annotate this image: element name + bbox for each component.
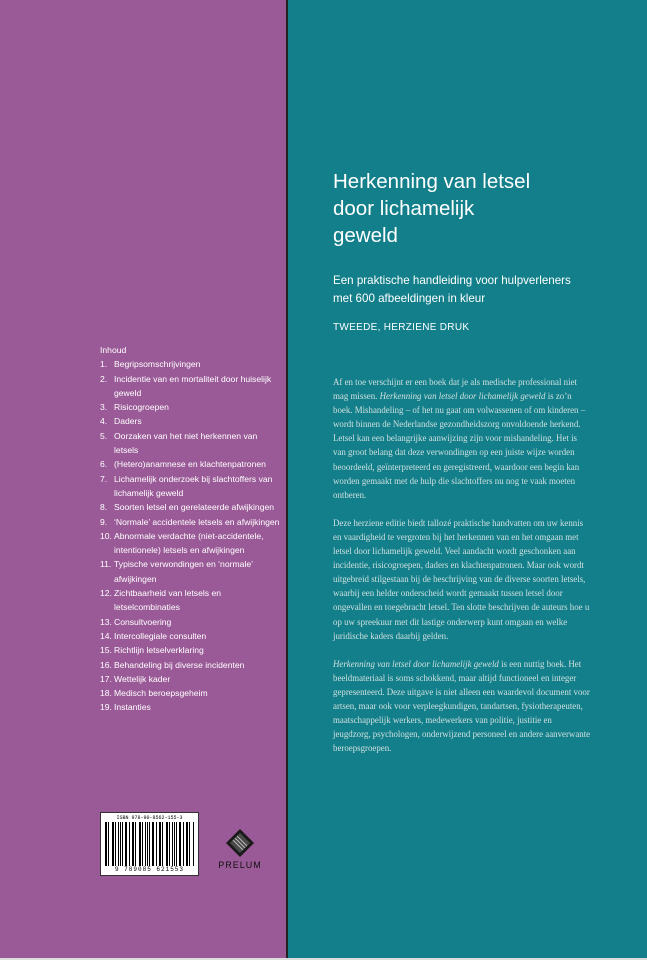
toc-item-text: (Hetero)anamnese en klachtenpatronen — [114, 459, 266, 470]
toc-item-number: 19. — [100, 702, 112, 713]
toc-item-text: Daders — [114, 416, 142, 427]
blurb-paragraph-2: Deze herziene editie biedt tallozé praktische handvatten om uw kennis en vaardigheid te vergroten bij het herkennen van en het omgaan met letsel door lichamelijk geweld. Veel aandacht wordt geschonken aan incidentie, risicogroepen, daders en klachtenpatronen. Maar ook wordt uitgebreid stilgestaan bij de beschrijving van de diverse soorten letsels, waarbij een helder onderscheid wordt gemaakt tussen letsel door ongevallen en toegebracht letsel. Ten slotte beschrijven de auteurs hoe u op uw spreekuur met dit lastige onderwerp kunt omgaan en welke juridische kaders daarbij gelden. — [333, 517, 590, 641]
toc-item — [100, 529, 282, 558]
toc-item-number: 16. — [100, 659, 112, 670]
toc-item — [100, 700, 282, 714]
table-of-contents — [100, 343, 282, 715]
toc-item — [100, 629, 282, 643]
toc-item-number: 11. — [100, 559, 112, 570]
toc-item-number: 1. — [100, 359, 108, 370]
toc-item-text: ‘Normale’ accidentele letsels en afwijkingen — [114, 516, 280, 527]
toc-item-text: Typische verwondingen en ‘normale’ afwijkingen — [114, 559, 253, 584]
title-line-1: Herkenning van letsel — [333, 170, 531, 193]
toc-item-text: Risicogroepen — [114, 402, 169, 413]
toc-item — [100, 457, 282, 471]
toc-item-text: Consultvoering — [114, 616, 172, 627]
toc-item-text: Begripsomschrijvingen — [114, 359, 201, 370]
toc-item-text: Lichamelijk onderzoek bij slachtoffers van lichamelijk geweld — [114, 473, 273, 498]
isbn-barcode — [100, 812, 199, 876]
toc-item-number: 10. — [100, 530, 112, 541]
toc-item — [100, 472, 282, 501]
toc-item — [100, 672, 282, 686]
toc-item-text: Intercollegiale consulten — [114, 630, 207, 641]
toc-item — [100, 429, 282, 458]
toc-item-number: 15. — [100, 645, 112, 656]
toc-item — [100, 615, 282, 629]
toc-item-text: Incidentie van en mortaliteit door huiselijk geweld — [114, 373, 272, 398]
toc-item-number: 7. — [100, 473, 108, 484]
title-line-3: geweld — [333, 224, 398, 247]
subtitle-line-2: met 600 afbeeldingen in kleur — [333, 292, 486, 305]
title-line-2: door lichamelijk — [333, 197, 475, 220]
toc-item — [100, 372, 282, 401]
toc-item — [100, 643, 282, 657]
toc-item — [100, 414, 282, 428]
toc-item — [100, 400, 282, 414]
publisher-logo — [212, 828, 268, 870]
toc-list — [100, 357, 282, 714]
subtitle-line-1: Een praktische handleiding voor hulpverleners — [333, 274, 571, 287]
toc-item — [100, 500, 282, 514]
barcode-bars — [105, 822, 194, 866]
toc-item-text: Richtlijn letselverklaring — [114, 645, 204, 656]
toc-item — [100, 557, 282, 586]
toc-item-number: 13. — [100, 616, 112, 627]
toc-item-number: 8. — [100, 502, 108, 513]
toc-item-text: Soorten letsel en gerelateerde afwijkingen — [114, 502, 275, 513]
toc-item — [100, 357, 282, 371]
toc-item-text: Wettelijk kader — [114, 673, 171, 684]
toc-item-number: 5. — [100, 430, 108, 441]
toc-item-number: 17. — [100, 673, 112, 684]
edition-label: TWEEDE, HERZIENE DRUK — [333, 322, 470, 333]
toc-item-text: Oorzaken van het niet herkennen van letsels — [114, 430, 258, 456]
book-subtitle — [333, 272, 623, 308]
toc-item — [100, 686, 282, 700]
toc-item-text: Instanties — [114, 702, 151, 713]
book-title-italic: Herkenning van letsel door lichamelijk geweld — [379, 391, 546, 402]
book-title-italic: Herkenning van letsel door lichamelijk geweld — [333, 658, 499, 669]
toc-item-number: 14. — [100, 630, 112, 641]
publisher-name: PRELUM — [218, 860, 262, 870]
toc-item-text: Zichtbaarheid van letsels en letselcombinaties — [114, 588, 222, 613]
toc-title: Inhoud — [100, 345, 127, 355]
prelum-diamond-logo-icon — [225, 828, 255, 858]
toc-item-text: Abnormale verdachte (niet-accidentele, intentionele) letsels en afwijkingen — [114, 530, 264, 556]
toc-item — [100, 658, 282, 672]
toc-item-number: 12. — [100, 588, 112, 599]
toc-item-text: Medisch beroepsgeheim — [114, 688, 208, 699]
toc-item-number: 4. — [100, 416, 108, 427]
isbn-number: ISBN 978-90-8562-155-3 — [116, 815, 183, 821]
blurb-paragraph-1: Af en toe verschijnt er een boek dat je als medische professional niet mag missen. Herkenning van letsel door lichamelijk geweld is zo’n boek. Mishandeling – of het nu gaat om volwassenen of om kinderen – wordt binnen de Nederlandse gezondheidszorg onvoldoende herkend. Letsel kan een belangrijke aanwijzing zijn voor mishandeling. Het is van groot belang dat deze verwondingen op een juiste wijze worden beoordeeld, geïnterpreteerd en geregistreerd, waardoor een begin kan worden gemaakt met de hulp die slachtoffers nu nog te vaak moeten ontberen. — [333, 377, 586, 500]
toc-item-number: 3. — [100, 402, 108, 413]
toc-item-number: 9. — [100, 516, 108, 527]
toc-item-number: 6. — [100, 459, 108, 470]
toc-item-number: 2. — [100, 373, 108, 384]
toc-item-number: 18. — [100, 688, 112, 699]
back-cover-blurb — [333, 375, 591, 769]
blurb-paragraph-3: Herkenning van letsel door lichamelijk geweld is een nuttig boek. Het beeldmateriaal is soms schokkend, maar altijd functioneel en integer gepresenteerd. Deze uitgave is niet alleen een waardevol document voor artsen, maar ook voor verpleegkundigen, tandartsen, fysiotherapeuten, maatschappelijk werkers, medewerkers van politie, justitie en jeugdzorg, psychologen, onderwijzend personeel en andere aanverwante beroepsgroepen. — [333, 658, 591, 754]
toc-item-text: Behandeling bij diverse incidenten — [114, 659, 245, 670]
book-title — [333, 168, 623, 249]
toc-item — [100, 586, 282, 615]
toc-item — [100, 515, 282, 529]
barcode-digits: 9 789085 621553 — [114, 866, 184, 873]
